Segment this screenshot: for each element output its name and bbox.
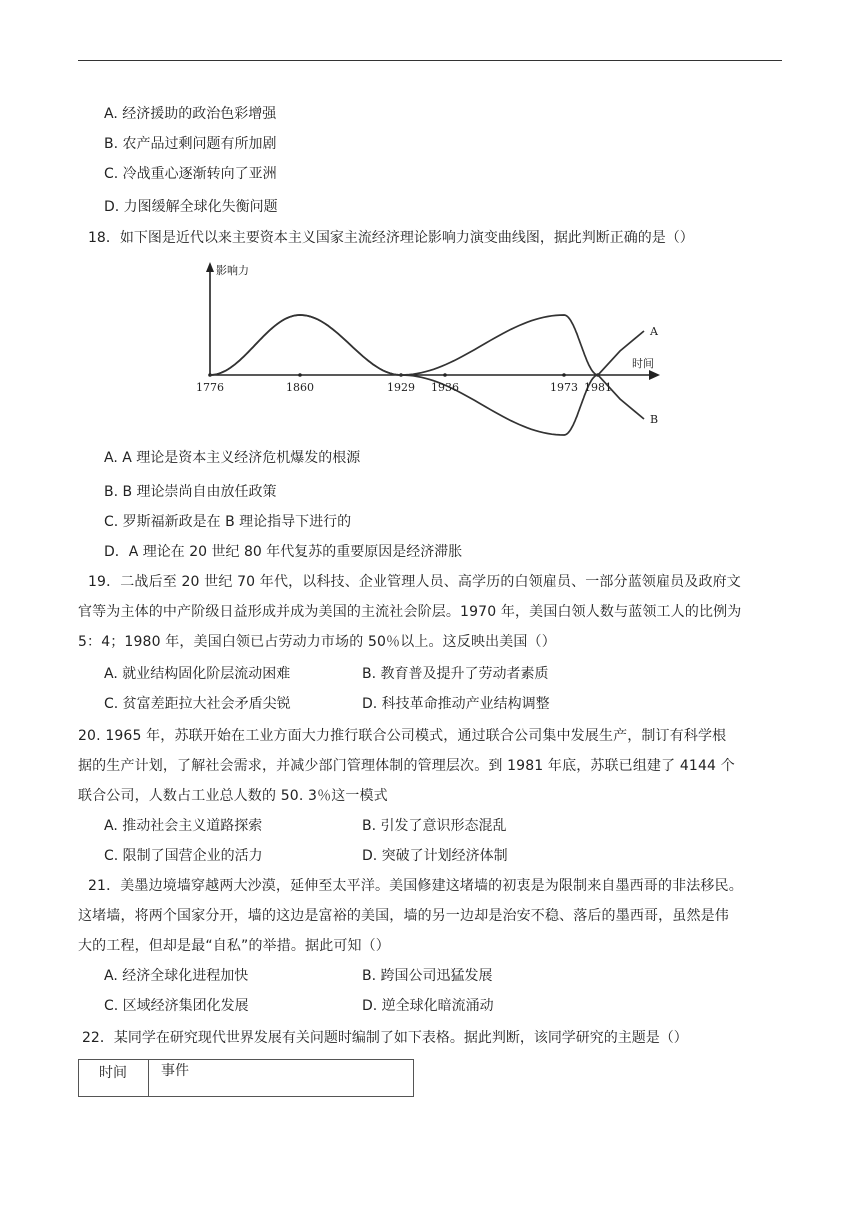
x-tick-label: 1860: [286, 381, 314, 394]
q20-stem-line1: 20. 1965 年，苏联开始在工业方面大力推行联合公司模式，通过联合公司集中发展生产，制订有科学根: [78, 728, 727, 744]
influence-chart: [190, 252, 680, 452]
x-tick-mark: [443, 373, 447, 377]
series-label-b: B: [650, 413, 659, 426]
x-tick-label: 1981: [584, 381, 612, 394]
q17-option-a[interactable]: A. 经济援助的政治色彩增强: [104, 106, 277, 122]
series-label-a: A: [650, 325, 658, 338]
q21-option-a[interactable]: A. 经济全球化进程加快: [104, 968, 249, 984]
q19-stem-line2: 官等为主体的中产阶级日益形成并成为美国的主流社会阶层。1970 年，美国白领人数与蓝领工人的比例为: [78, 604, 742, 620]
q21-stem-line2: 这堵墙，将两个国家分开，墙的这边是富裕的美国，墙的另一边却是治安不稳、落后的墨西哥，虽然是伟: [78, 908, 729, 924]
q17-option-b[interactable]: B. 农产品过剩问题有所加剧: [104, 136, 277, 152]
q21-option-d[interactable]: D. 逆全球化暗流涌动: [362, 998, 494, 1014]
q19-option-c[interactable]: C. 贫富差距拉大社会矛盾尖锐: [104, 696, 291, 712]
q22-table-header-time: 时间: [99, 1065, 127, 1081]
q19-option-b[interactable]: B. 教育普及提升了劳动者素质: [362, 666, 549, 682]
q22-table-cell-time: [79, 1060, 149, 1096]
x-tick-label: 1776: [196, 381, 224, 394]
q19-option-a[interactable]: A. 就业结构固化阶层流动困难: [104, 666, 291, 682]
q22-table: [78, 1059, 414, 1097]
q22-table-header-event: 事件: [161, 1063, 189, 1079]
x-tick-label: 1973: [550, 381, 578, 394]
q20-option-b[interactable]: B. 引发了意识形态混乱: [362, 818, 507, 834]
series-line-a: [210, 315, 644, 375]
x-tick-label: 1929: [387, 381, 415, 394]
q21-option-b[interactable]: B. 跨国公司迅猛发展: [362, 968, 493, 984]
x-tick-label: 1936: [431, 381, 459, 394]
q18-option-d[interactable]: D．A 理论在 20 世纪 80 年代复苏的重要原因是经济滞胀: [104, 544, 463, 560]
q20-option-a[interactable]: A. 推动社会主义道路探索: [104, 818, 263, 834]
q18-option-b[interactable]: B. B 理论崇尚自由放任政策: [104, 484, 277, 500]
x-axis-arrow: [649, 370, 660, 380]
x-tick-mark: [562, 373, 566, 377]
q18-stem: 18．如下图是近代以来主要资本主义国家主流经济理论影响力演变曲线图，据此判断正确的是（）: [88, 230, 694, 246]
q21-stem-line3: 大的工程，但却是最“自私”的举措。据此可知（）: [78, 938, 390, 954]
q19-stem-line1: 19．二战后至 20 世纪 70 年代，以科技、企业管理人员、高学历的白领雇员、一部分蓝领雇员及政府文: [88, 574, 741, 590]
q18-option-a[interactable]: A. A 理论是资本主义经济危机爆发的根源: [104, 450, 361, 466]
q20-stem-line3: 联合公司，人数占工业总人数的 50. 3％这一模式: [78, 788, 388, 804]
q20-option-d[interactable]: D. 突破了计划经济体制: [362, 848, 508, 864]
q21-option-c[interactable]: C. 区域经济集团化发展: [104, 998, 249, 1014]
x-axis-label: 时间: [632, 357, 654, 370]
q19-option-d[interactable]: D. 科技革命推动产业结构调整: [362, 696, 550, 712]
q18-option-c[interactable]: C. 罗斯福新政是在 B 理论指导下进行的: [104, 514, 352, 530]
q19-stem-line3: 5：4；1980 年，美国白领已占劳动力市场的 50％以上。这反映出美国（）: [78, 634, 556, 650]
x-tick-mark: [298, 373, 302, 377]
header-rule: [78, 60, 782, 61]
q20-option-c[interactable]: C. 限制了国营企业的活力: [104, 848, 263, 864]
q17-option-d[interactable]: D. 力图缓解全球化失衡问题: [104, 199, 278, 215]
y-axis-arrow: [206, 262, 214, 272]
q21-stem-line1: 21．美墨边境墙穿越两大沙漠，延伸至太平洋。美国修建这堵墙的初衷是为限制来自墨西哥的非法移民。: [88, 878, 743, 894]
q22-stem: 22．某同学在研究现代世界发展有关问题时编制了如下表格。据此判断，该同学研究的主题是（）: [82, 1030, 688, 1046]
q20-stem-line2: 据的生产计划，了解社会需求，并减少部门管理体制的管理层次。到 1981 年底，苏联已组建了 4144 个: [78, 758, 735, 774]
y-axis-label: 影响力: [216, 264, 249, 277]
q17-option-c[interactable]: C. 冷战重心逐渐转向了亚洲: [104, 166, 277, 182]
